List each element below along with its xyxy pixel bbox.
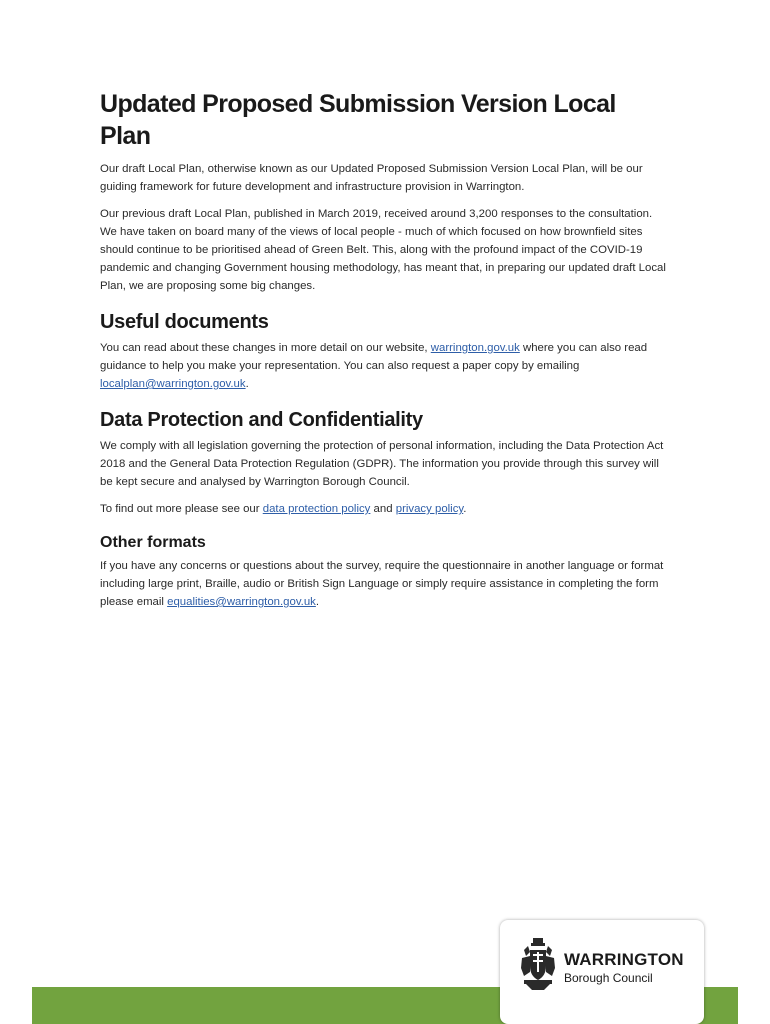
intro-paragraph-1: Our draft Local Plan, otherwise known as our Updated Proposed Submission Version Local Plan, will be our guiding framework for future development and infrastructure provision in Warrington. bbox=[100, 163, 643, 193]
equalities-email-link[interactable]: equalities@warrington.gov.uk bbox=[167, 596, 316, 608]
localplan-email-link[interactable]: localplan@warrington.gov.uk bbox=[100, 378, 246, 390]
data-protection-policy-link[interactable]: data protection policy bbox=[262, 503, 371, 515]
crest-icon bbox=[518, 936, 558, 992]
other-formats-paragraph bbox=[100, 557, 670, 611]
useful-documents-end: . bbox=[245, 378, 249, 390]
data-protection-paragraph-2 bbox=[100, 500, 670, 518]
intro-paragraph-2: Our previous draft Local Plan, published in March 2019, received around 3,200 responses to the consultation. We have taken on board many of the views of local people - much of which focused on how brownfield sites should continue to be prioritised ahead of Green Belt. This, along with the profound impact of the COVID-19 pandemic and changing Government housing methodology, has meant that, in preparing our updated draft Local Plan, we are proposing some big changes. bbox=[100, 208, 666, 292]
useful-documents-heading: Useful documents bbox=[100, 311, 269, 333]
other-formats-end: . bbox=[315, 596, 320, 608]
privacy-policy-link[interactable]: privacy policy bbox=[395, 503, 464, 515]
useful-documents-paragraph bbox=[100, 339, 670, 393]
useful-documents-text: You can read about these changes in more detail on our website, bbox=[100, 342, 431, 354]
useful-documents-text-2: where you can also read guidance to help you make your representation. You can also request a paper copy by emailing bbox=[100, 342, 648, 372]
data-protection-and: and bbox=[370, 503, 396, 515]
logo-subtitle: Borough Council bbox=[564, 971, 653, 985]
logo-name: WARRINGTON bbox=[564, 950, 684, 969]
data-protection-end: . bbox=[463, 503, 467, 515]
data-protection-paragraph-1: We comply with all legislation governing the protection of personal information, including the Data Protection Act 2018 and the General Data Protection Regulation (GDPR). The information you provide through this survey will be kept secure and analysed by Warrington Borough Council. bbox=[100, 440, 664, 488]
council-logo bbox=[500, 920, 704, 1024]
data-protection-heading: Data Protection and Confidentiality bbox=[100, 409, 423, 431]
data-protection-text: To find out more please see our bbox=[100, 503, 263, 515]
other-formats-heading: Other formats bbox=[100, 534, 206, 551]
document-body bbox=[100, 88, 670, 620]
other-formats-text: If you have any concerns or questions about the survey, require the questionnaire in another language or format including large print, Braille, audio or British Sign Language or simply require assistance in completing the form please email bbox=[100, 560, 664, 608]
page-title: Updated Proposed Submission Version Local Plan bbox=[100, 90, 616, 150]
website-link[interactable]: warrington.gov.uk bbox=[430, 342, 520, 354]
